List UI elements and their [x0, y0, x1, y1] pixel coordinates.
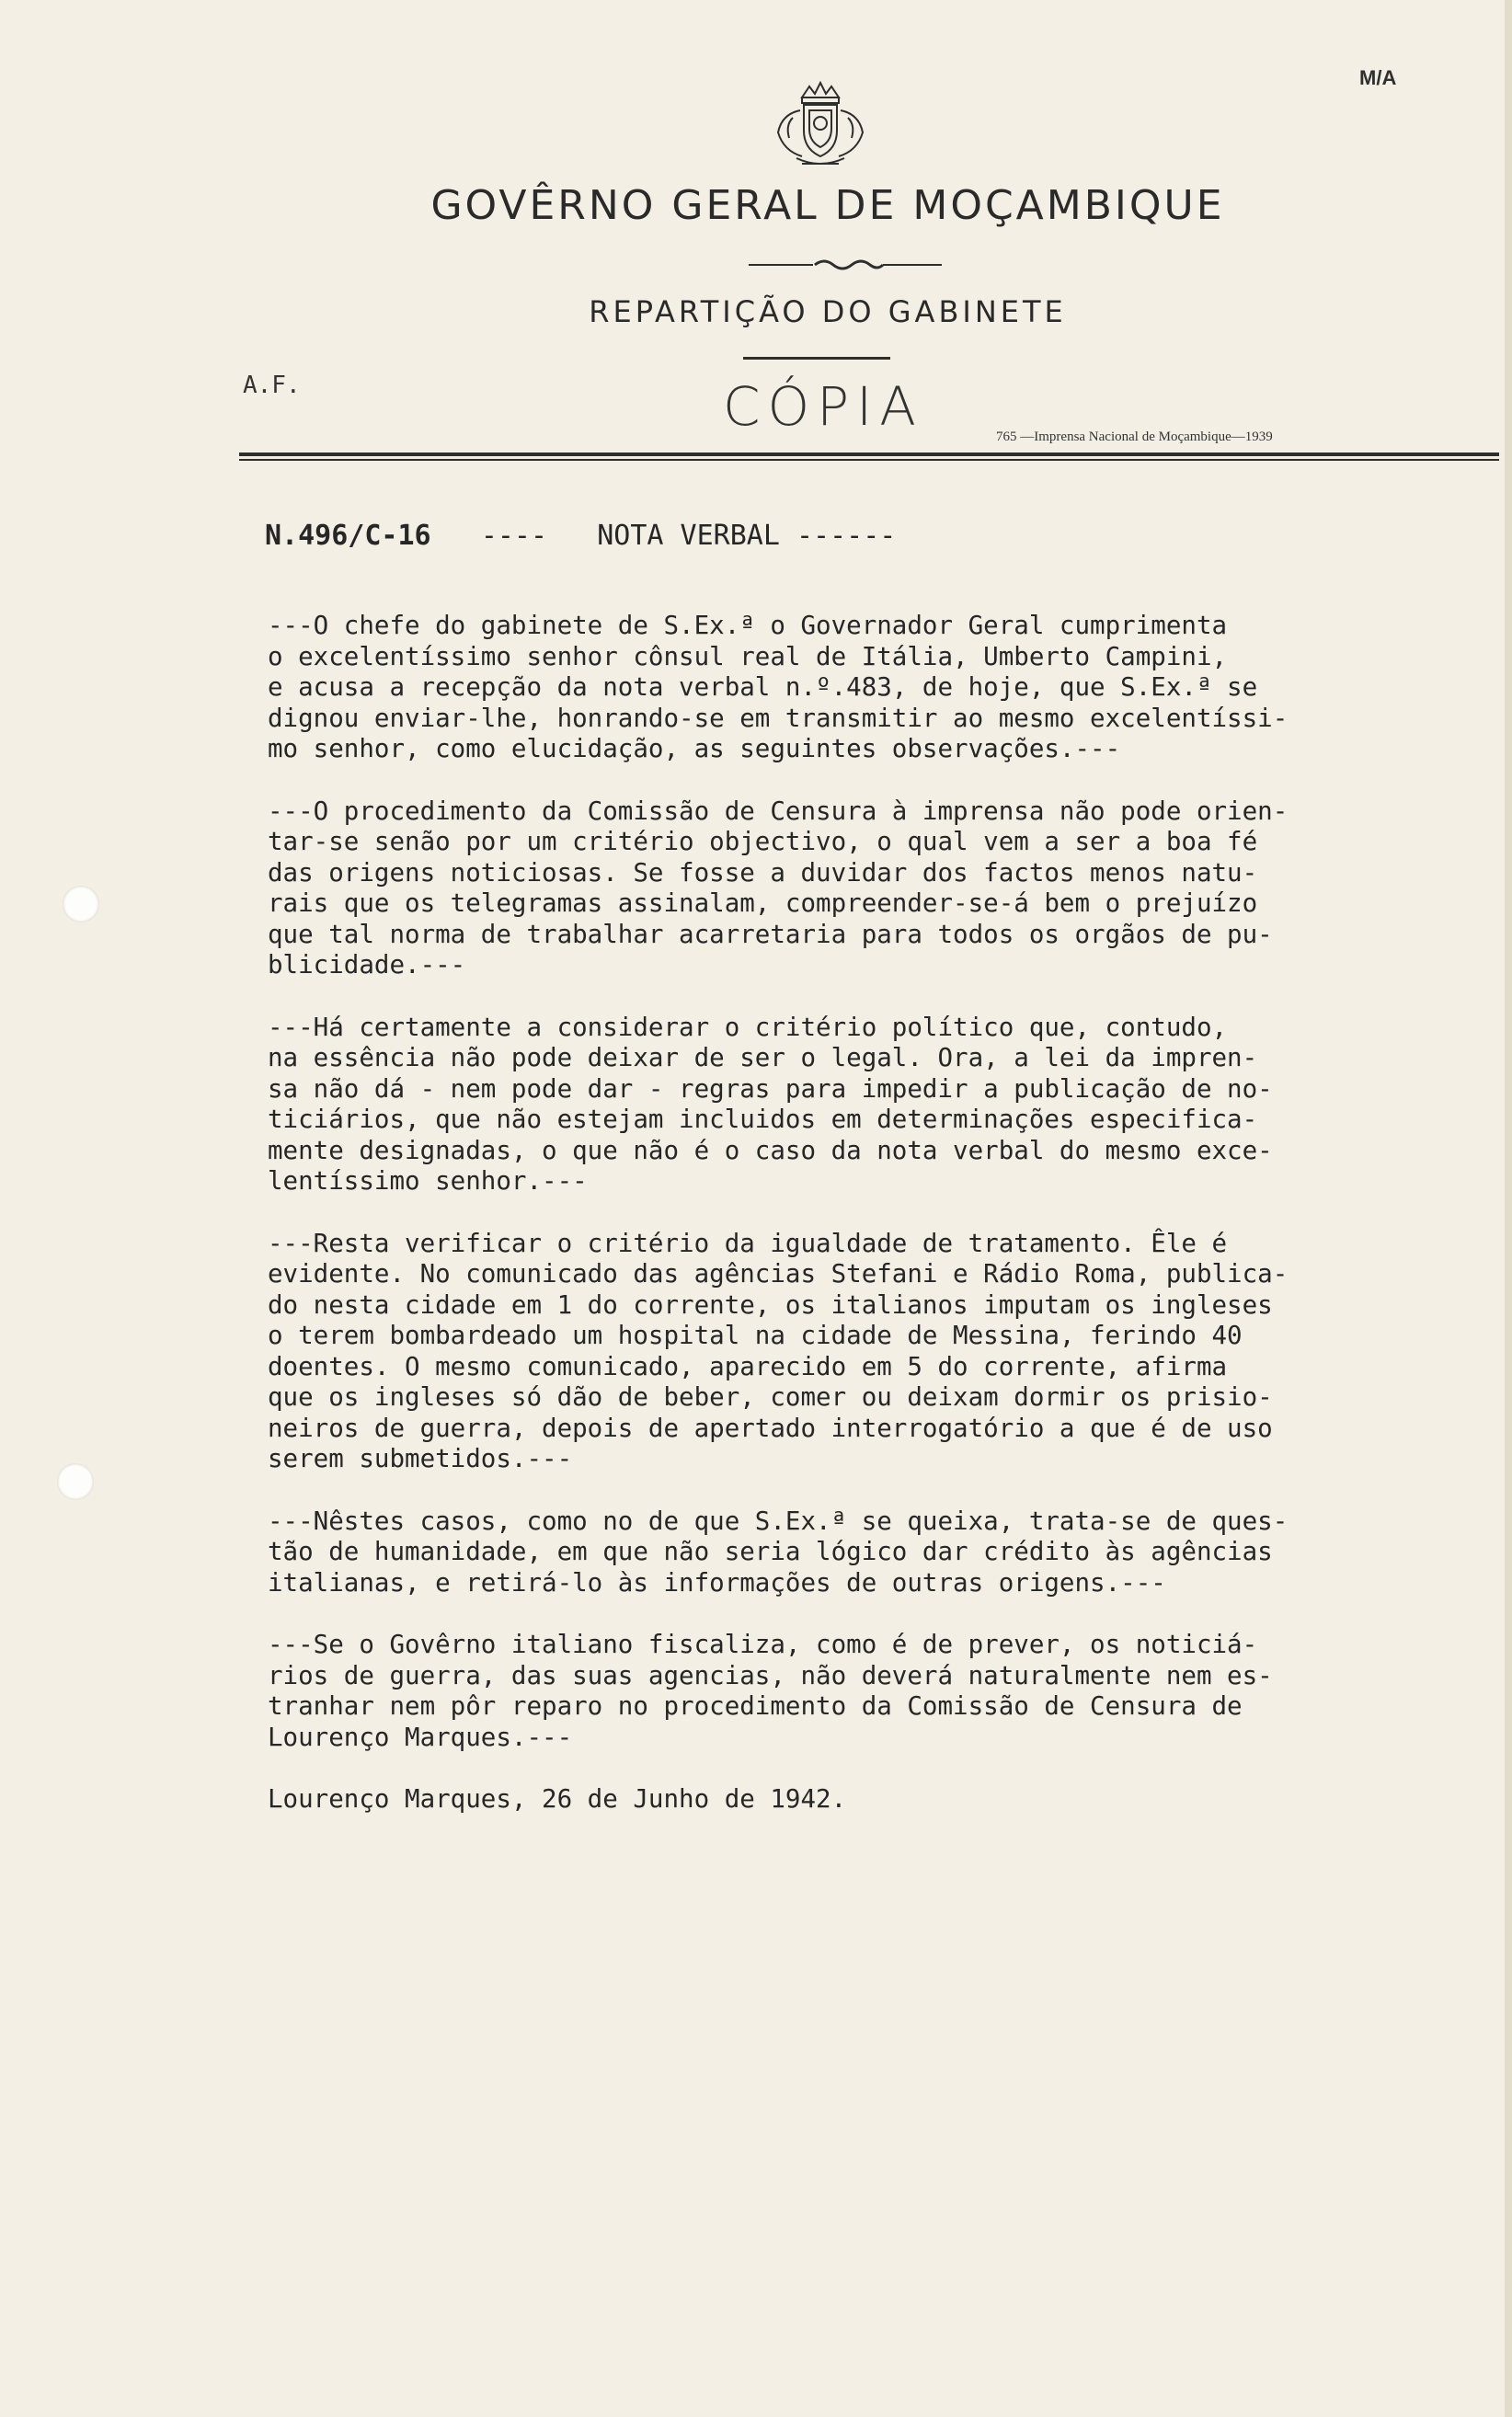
paragraph-line: lentíssimo senhor.--- [268, 1166, 588, 1196]
paragraph-line: tranhar nem pôr reparo no procedimento da Comissão de Censura de [268, 1691, 1243, 1721]
paragraph-line: neiros de guerra, depois de apertado interrogatório a que é de uso [268, 1413, 1273, 1443]
paragraph-line: ---Se o Govêrno italiano fiscaliza, como é de prever, os noticiá- [268, 1630, 1258, 1659]
paragraph-line: mente designadas, o que não é o caso da nota verbal do mesmo exce- [268, 1135, 1273, 1165]
paragraph [268, 1630, 1500, 1753]
paragraph-line: dignou enviar-lhe, honrando-se em transmitir ao mesmo excelentíssi- [268, 703, 1289, 733]
copy-label: CÓPIA [723, 375, 923, 438]
paragraph-line: ticiários, que não estejam incluidos em determinações especifica- [268, 1105, 1258, 1134]
paragraph-line: rios de guerra, das suas agencias, não deverá naturalmente nem es- [268, 1660, 1273, 1690]
paragraph-line: ---O chefe do gabinete de S.Ex.ª o Governador Geral cumprimenta [268, 611, 1228, 640]
letter-body [268, 611, 1500, 1816]
reference-number: N.496/C-16 [265, 520, 431, 552]
divider [743, 357, 890, 360]
archive-mark: M/A [1359, 66, 1397, 89]
paragraph-line: ---Resta verificar o critério da igualdade de tratamento. Êle é [268, 1228, 1228, 1258]
initials: A.F. [243, 372, 301, 399]
printer-note: 765 —Imprensa Nacional de Moçambique—1939 [996, 430, 1273, 444]
paragraph-line: das origens noticiosas. Se fosse a duvidar dos factos menos natu- [268, 857, 1258, 888]
header-rule [239, 452, 1499, 461]
paragraph [268, 1506, 1500, 1599]
paragraph-line: blicidade.--- [268, 950, 466, 979]
paragraph-line: italianas, e retirá-lo às informações de outras origens.--- [268, 1567, 1166, 1598]
paragraph-line: doentes. O mesmo comunicado, aparecido em 5 do corrente, afirma [268, 1351, 1228, 1381]
paragraph-line: do nesta cidade em 1 do corrente, os italianos imputam os ingleses [268, 1289, 1273, 1320]
paragraph [268, 796, 1500, 981]
paragraph-line: Lourenço Marques.--- [268, 1722, 573, 1752]
paragraph-line: ---O procedimento da Comissão de Censura à imprensa não pode orien- [268, 796, 1289, 826]
paragraph [268, 1013, 1500, 1197]
paragraph [268, 611, 1500, 765]
paragraph-line: tar-se senão por um critério objectivo, o qual vem a ser a boa fé [268, 827, 1258, 856]
paragraph-line: rais que os telegramas assinalam, compreender-se-á bem o prejuízo [268, 888, 1258, 918]
paragraph-line: que tal norma de trabalhar acarretaria para todos os orgãos de pu- [268, 919, 1273, 949]
reference-separator: ------ [796, 520, 897, 552]
punch-hole [57, 1463, 94, 1500]
paragraph-line: mo senhor, como elucidação, as seguintes observações.--- [268, 734, 1121, 763]
reference-line [265, 520, 896, 552]
place-and-date: Lourenço Marques, 26 de Junho de 1942. [268, 1784, 847, 1814]
paragraph-line: que os ingleses só dão de beber, comer ou deixam dormir os prisio- [268, 1382, 1273, 1412]
paragraph [268, 1229, 1500, 1475]
paragraph-line: sa não dá - nem pode dar - regras para impedir a publicação de no- [268, 1073, 1273, 1104]
government-title: GOVÊRNO GERAL DE MOÇAMBIQUE [430, 182, 1225, 229]
coat-of-arms-icon [765, 74, 876, 173]
paragraph-line: evidente. No comunicado das agências Stefani e Rádio Roma, publica- [268, 1259, 1289, 1289]
punch-hole [63, 886, 99, 922]
paragraph-line: ---Nêstes casos, como no de que S.Ex.ª se queixa, trata-se de ques- [268, 1506, 1289, 1536]
department-title: REPARTIÇÃO DO GABINETE [589, 294, 1067, 329]
ornament-divider [749, 258, 942, 272]
paragraph-line: serem submetidos.--- [268, 1444, 573, 1473]
paragraph-line: ---Há certamente a considerar o critério político que, contudo, [268, 1012, 1228, 1042]
paragraph-line: o terem bombardeado um hospital na cidade de Messina, ferindo 40 [268, 1321, 1243, 1350]
reference-separator: ---- [480, 520, 548, 552]
document-type: NOTA VERBAL [597, 520, 780, 552]
paragraph-line: tão de humanidade, em que não seria lógico dar crédito às agências [268, 1537, 1273, 1566]
paragraph-line: o excelentíssimo senhor cônsul real de Itália, Umberto Campini, [268, 641, 1228, 671]
page-edge [1505, 0, 1512, 2417]
paragraph-line: na essência não pode deixar de ser o legal. Ora, a lei da impren- [268, 1043, 1258, 1072]
paragraph-line: e acusa a recepção da nota verbal n.º.483, de hoje, que S.Ex.ª se [268, 672, 1258, 702]
